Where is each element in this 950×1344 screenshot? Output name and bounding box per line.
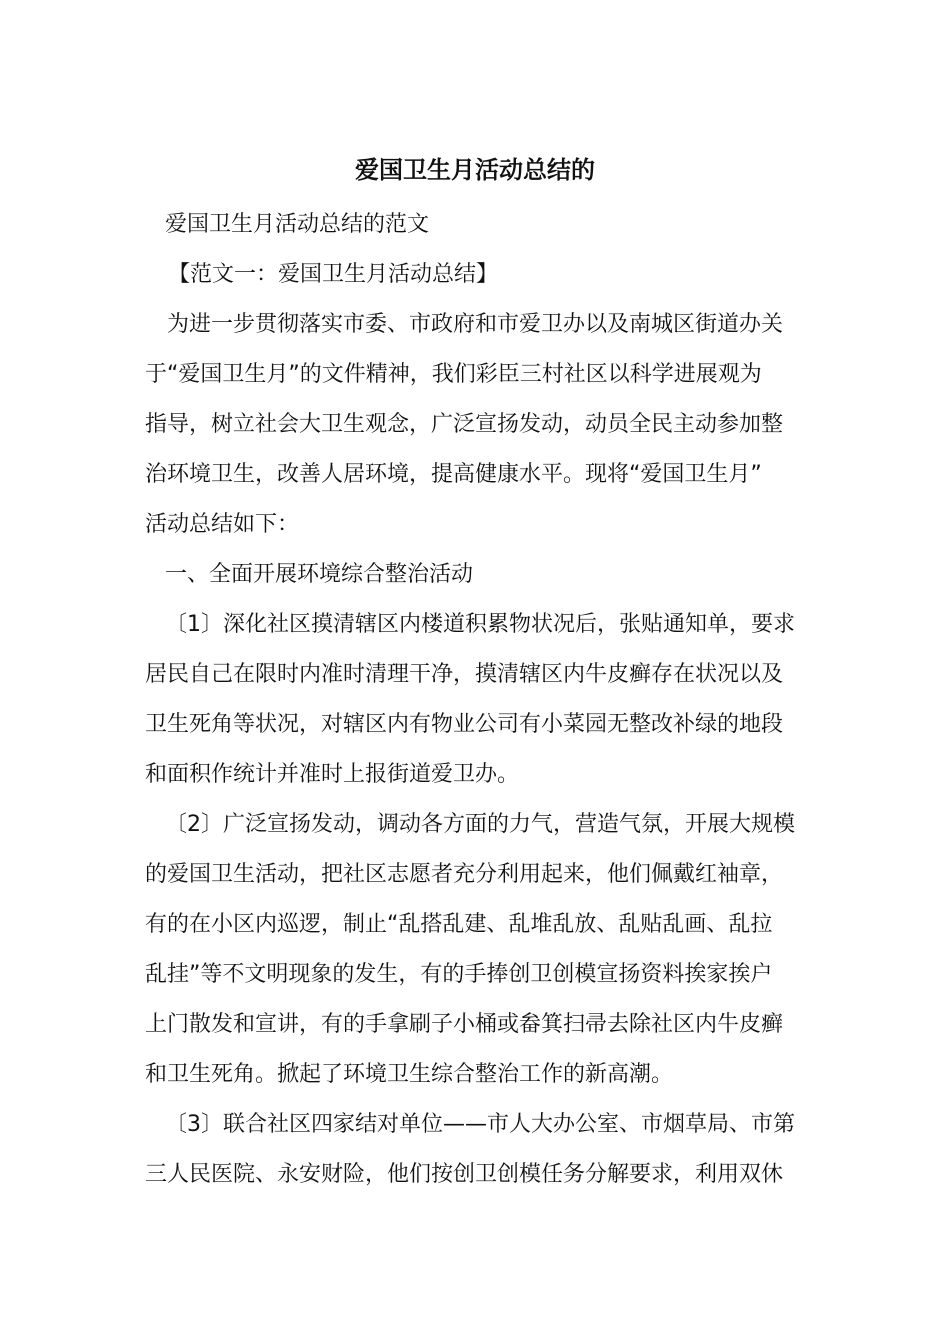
section-heading-line: 【范文一：爱国卫生月活动总结】 [168,262,499,287]
body-line: 指导，树立社会大卫生观念，广泛宣扬发动，动员全民主动参加整 [145,412,784,437]
heading-line: 一、全面开展环境综合整治活动 [165,562,474,587]
body-line: 〔2〕广泛宣扬发动，调动各方面的力气，营造气氛，开展大规模 [165,812,795,837]
body-line: 治环境卫生，改善人居环境，提高健康水平。现将“爱国卫生月” [145,462,762,487]
body-line: 和卫生死角。掀起了环境卫生综合整治工作的新高潮。 [145,1062,674,1087]
body-line: 和面积作统计并准时上报街道爱卫办。 [145,762,520,787]
body-line: 〔3〕联合社区四家结对单位——市人大办公室、市烟草局、市第 [165,1112,795,1137]
document-title: 爱国卫生月活动总结的 [355,156,595,184]
subtitle-line: 爱国卫生月活动总结的范文 [165,212,430,237]
body-line: 卫生死角等状况，对辖区内有物业公司有小菜园无整改补绿的地段 [145,712,784,737]
body-line: 〔1〕深化社区摸清辖区内楼道积累物状况后，张贴通知单，要求 [165,612,795,637]
body-line: 于“爱国卫生月”的文件精神，我们彩臣三村社区以科学进展观为 [145,362,762,387]
body-line: 居民自己在限时内准时清理干净，摸清辖区内牛皮癣存在状况以及 [145,662,784,687]
body-line: 有的在小区内巡逻，制止“乱搭乱建、乱堆乱放、乱贴乱画、乱拉 [145,912,773,937]
body-line: 上门散发和宣讲，有的手拿刷子小桶或畚箕扫帚去除社区内牛皮癣 [145,1012,784,1037]
body-line: 三人民医院、永安财险，他们按创卫创模任务分解要求，利用双休 [145,1162,784,1187]
body-line: 为进一步贯彻落实市委、市政府和市爱卫办以及南城区街道办关 [167,312,784,337]
body-line: 的爱国卫生活动，把社区志愿者充分利用起来，他们佩戴红袖章， [145,862,784,887]
body-line: 乱挂”等不文明现象的发生，有的手捧创卫创模宣扬资料挨家挨户 [145,962,773,987]
body-line: 活动总结如下： [145,512,300,537]
